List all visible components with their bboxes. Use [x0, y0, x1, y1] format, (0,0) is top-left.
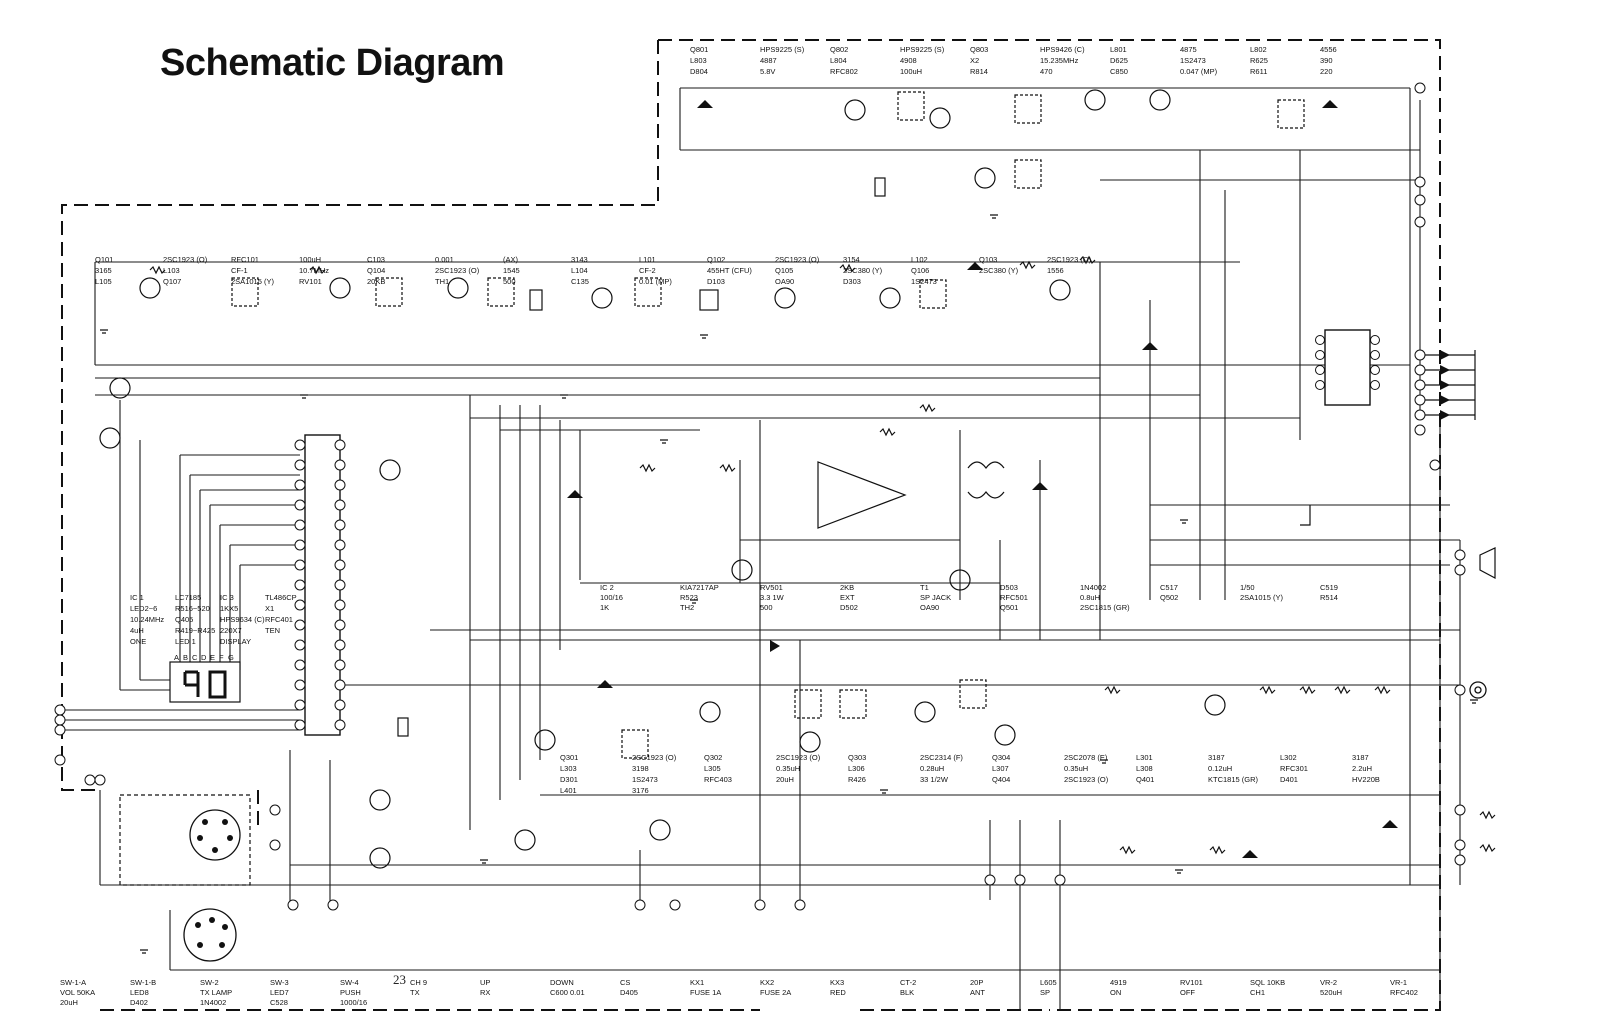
component-label: 3.3 1W [760, 593, 784, 602]
component-label: L102 [911, 255, 928, 264]
segment-letter: F [219, 653, 224, 662]
component-label: D405 [620, 988, 638, 997]
component-label: 4uH [130, 626, 144, 635]
component-label: KTC1815 (GR) [1208, 775, 1259, 784]
component-label: SW-1-B [130, 978, 157, 987]
component-label: KX2 [760, 978, 775, 987]
segment-letter: A [174, 653, 180, 662]
component-label: 0.8uH [1080, 593, 1101, 602]
component-label: DISPLAY [220, 637, 252, 646]
component-label: D402 [130, 998, 148, 1007]
component-label: 4908 [900, 56, 917, 65]
component-label: Q302 [704, 753, 723, 762]
component-label: 0.12uH [1208, 764, 1233, 773]
component-label: RV101 [299, 277, 322, 286]
component-label: L104 [571, 266, 588, 275]
component-label: R611 [1250, 67, 1268, 76]
component-label: SW-2 [200, 978, 219, 987]
component-label: KX3 [830, 978, 845, 987]
component-label: 2SC1923 (O) [776, 753, 821, 762]
component-label: L306 [848, 764, 865, 773]
component-label: Q303 [848, 753, 867, 762]
component-label: 500 [503, 277, 516, 286]
component-label: R514 [1320, 593, 1338, 602]
component-label: L305 [704, 764, 721, 773]
component-label: D303 [843, 277, 861, 286]
component-label: SW-1-A [60, 978, 87, 987]
component-label: 1556 [1047, 266, 1064, 275]
component-label: L802 [1250, 45, 1267, 54]
component-label: UP [480, 978, 491, 987]
component-label: 3154 [843, 255, 860, 264]
component-label: OA90 [920, 603, 940, 612]
component-label: LED2~6 [130, 604, 158, 613]
component-label: 2SC2314 (F) [920, 753, 963, 762]
component-label: 1KX5 [220, 604, 239, 613]
component-label: OFF [1180, 988, 1195, 997]
component-label: C528 [270, 998, 288, 1007]
component-label: L801 [1110, 45, 1127, 54]
component-label: 470 [1040, 67, 1053, 76]
component-label: FUSE 2A [760, 988, 792, 997]
component-label: L301 [1136, 753, 1153, 762]
component-label: R516~520 [175, 604, 210, 613]
component-label: Q404 [992, 775, 1011, 784]
component-label: 2SC2078 (E) [1064, 753, 1108, 762]
component-label: Q803 [970, 45, 989, 54]
component-label: 1000/16 [340, 998, 368, 1007]
component-label: HV220B [1352, 775, 1380, 784]
component-label: Q304 [992, 753, 1011, 762]
component-label: ONE [130, 637, 147, 646]
component-label: L401 [560, 786, 577, 795]
component-label: SP [1040, 988, 1051, 997]
component-label: 2SA1015 (Y) [1240, 593, 1283, 602]
component-label: 2SC1923 (O) [1047, 255, 1092, 264]
component-label: 20uH [776, 775, 794, 784]
component-label: 2SC1923 (O) [163, 255, 208, 264]
component-label: BLK [900, 988, 915, 997]
component-label: TH1 [435, 277, 450, 286]
component-label: TL486CP [265, 593, 297, 602]
component-label: R426 [848, 775, 866, 784]
component-label: 1K [600, 603, 610, 612]
component-label: 4919 [1110, 978, 1127, 987]
component-label: 2SC1923 (O) [632, 753, 677, 762]
component-label: R625 [1250, 56, 1268, 65]
component-label: 2SC1815 (GR) [1080, 603, 1130, 612]
component-label: RX [480, 988, 491, 997]
component-label: CT-2 [900, 978, 917, 987]
component-label: Q106 [911, 266, 930, 275]
component-label: T1 [920, 583, 929, 592]
component-label: D502 [840, 603, 858, 612]
component-label: R419~R425 [175, 626, 216, 635]
segment-letter: E [210, 653, 216, 662]
component-label: 390 [1320, 56, 1333, 65]
component-label: ANT [970, 988, 985, 997]
component-label: IC 1 [130, 593, 144, 602]
component-label: D804 [690, 67, 708, 76]
segment-letter: G [228, 653, 234, 662]
component-label: CF-2 [639, 266, 656, 275]
component-label: 15.235MHz [1040, 56, 1079, 65]
component-label: L803 [690, 56, 707, 65]
component-label: Q405 [175, 615, 194, 624]
component-label: 4875 [1180, 45, 1197, 54]
component-label: ON [1110, 988, 1122, 997]
component-label: L308 [1136, 764, 1153, 773]
component-label: CS [620, 978, 631, 987]
component-label: D401 [1280, 775, 1298, 784]
component-label: C135 [571, 277, 589, 286]
component-label: 10.24MHz [130, 615, 165, 624]
component-label: 20uH [60, 998, 78, 1007]
component-label: (AX) [503, 255, 518, 264]
component-label: 0.35uH [1064, 764, 1089, 773]
component-label: 100/16 [600, 593, 623, 602]
component-label: Q802 [830, 45, 849, 54]
component-label: D503 [1000, 583, 1018, 592]
component-label: L105 [95, 277, 112, 286]
component-label: TX [410, 988, 420, 997]
component-label: Q101 [95, 255, 114, 264]
component-label: VOL 50KA [60, 988, 96, 997]
component-label: HPS9225 (S) [900, 45, 945, 54]
component-label: SP JACK [920, 593, 952, 602]
component-label: Q104 [367, 266, 386, 275]
component-label: C519 [1320, 583, 1338, 592]
component-label: L804 [830, 56, 847, 65]
component-label: RFC101 [231, 255, 259, 264]
component-label: TEN [265, 626, 280, 635]
component-label: 2SC1923 (O) [435, 266, 480, 275]
component-label: TH2 [680, 603, 695, 612]
component-label: L302 [1280, 753, 1297, 762]
component-label: FUSE 1A [690, 988, 722, 997]
component-label: RV501 [760, 583, 783, 592]
component-label: SQL 10KB [1250, 978, 1286, 987]
component-label: 3187 [1352, 753, 1369, 762]
component-label: X2 [970, 56, 980, 65]
component-label: 4556 [1320, 45, 1337, 54]
component-label: 2SA1015 (Y) [231, 277, 274, 286]
component-label: Q501 [1000, 603, 1019, 612]
component-label: R814 [970, 67, 988, 76]
component-label: 100uH [900, 67, 923, 76]
component-label: RFC401 [265, 615, 293, 624]
component-label: 1S2473 [911, 277, 937, 286]
component-label: D301 [560, 775, 578, 784]
component-label: 1545 [503, 266, 520, 275]
component-label: RFC802 [830, 67, 858, 76]
component-label: 33 1/2W [920, 775, 948, 784]
component-label: RFC403 [704, 775, 732, 784]
component-label: 3143 [571, 255, 588, 264]
component-label: IC 3 [220, 593, 234, 602]
component-label: EXT [840, 593, 855, 602]
component-label: 500 [760, 603, 773, 612]
component-label: SW-3 [270, 978, 289, 987]
component-label: Q301 [560, 753, 579, 762]
component-label: 1S2473 [1180, 56, 1206, 65]
page-title: Schematic Diagram [160, 42, 505, 84]
component-label: 2KB [840, 583, 855, 592]
component-label: L103 [163, 266, 180, 275]
component-label: 2.2uH [1352, 764, 1373, 773]
component-label: 2SC1923 (O) [775, 255, 820, 264]
component-label: Q107 [163, 277, 182, 286]
component-label: KX1 [690, 978, 705, 987]
component-label: 10.7MHz [299, 266, 330, 275]
component-label: 20KB [367, 277, 386, 286]
component-label: HPS9634 (C) [220, 615, 265, 624]
component-label: HPS9225 (S) [760, 45, 805, 54]
component-label: RED [830, 988, 846, 997]
component-label: 100uH [299, 255, 322, 264]
component-label: IC 2 [600, 583, 614, 592]
component-label: 3198 [632, 764, 649, 773]
page-number: 23 [393, 972, 406, 987]
component-label: 1/50 [1240, 583, 1255, 592]
component-label: C850 [1110, 67, 1128, 76]
component-label: R523 [680, 593, 698, 602]
component-label: C103 [367, 255, 385, 264]
component-label: 3165 [95, 266, 112, 275]
component-label: 520uH [1320, 988, 1343, 997]
component-label: CH 9 [410, 978, 428, 987]
component-label: L605 [1040, 978, 1057, 987]
component-label: 2SC380 (Y) [843, 266, 883, 275]
component-label: LED 1 [175, 637, 196, 646]
component-label: PUSH [340, 988, 361, 997]
component-label: 1S2473 [632, 775, 658, 784]
component-label: Q105 [775, 266, 794, 275]
component-label: Q502 [1160, 593, 1179, 602]
component-label: RFC501 [1000, 593, 1028, 602]
segment-letter: C [192, 653, 198, 662]
component-label: 0.001 [435, 255, 454, 264]
component-label: 1N4002 [1080, 583, 1107, 592]
segment-letter: D [201, 653, 207, 662]
component-label: DOWN [550, 978, 574, 987]
component-label: TX LAMP [200, 988, 233, 997]
component-label: KIA7217AP [680, 583, 719, 592]
component-label: VR-1 [1390, 978, 1408, 987]
component-label: L303 [560, 764, 577, 773]
component-label: C517 [1160, 583, 1178, 592]
component-label: LED8 [130, 988, 149, 997]
component-label: LC7185 [175, 593, 202, 602]
component-label: 220X7 [220, 626, 242, 635]
segment-letter: B [183, 653, 189, 662]
component-label: 2SC380 (Y) [979, 266, 1019, 275]
component-label: SW-4 [340, 978, 359, 987]
component-label: RFC402 [1390, 988, 1418, 997]
component-label: CF-1 [231, 266, 248, 275]
component-label: 2SC1923 (O) [1064, 775, 1109, 784]
component-label: RFC301 [1280, 764, 1308, 773]
component-label: HPS9426 (C) [1040, 45, 1085, 54]
component-label: 0.047 (MP) [1180, 67, 1218, 76]
component-label: D103 [707, 277, 725, 286]
component-label: D625 [1110, 56, 1128, 65]
component-label: 0.35uH [776, 764, 801, 773]
component-label: 3176 [632, 786, 649, 795]
component-label: L307 [992, 764, 1009, 773]
component-label: 455HT (CFU) [707, 266, 752, 275]
component-label: Q102 [707, 255, 726, 264]
component-label: 0.01 (MP) [639, 277, 672, 286]
component-label: CH1 [1250, 988, 1266, 997]
component-label: L101 [639, 255, 656, 264]
component-label: 4887 [760, 56, 777, 65]
component-label: LED7 [270, 988, 289, 997]
component-label: 1N4002 [200, 998, 227, 1007]
component-label: Q801 [690, 45, 709, 54]
component-label: X1 [265, 604, 275, 613]
component-label: 20P [970, 978, 984, 987]
component-label: 5.8V [760, 67, 776, 76]
component-label: C600 0.01 [550, 988, 585, 997]
component-label: 220 [1320, 67, 1333, 76]
component-label: Q103 [979, 255, 998, 264]
component-label: Q401 [1136, 775, 1155, 784]
component-label: RV101 [1180, 978, 1203, 987]
component-label: 0.28uH [920, 764, 945, 773]
component-label: OA90 [775, 277, 795, 286]
component-label: 3187 [1208, 753, 1225, 762]
component-label: VR-2 [1320, 978, 1338, 987]
